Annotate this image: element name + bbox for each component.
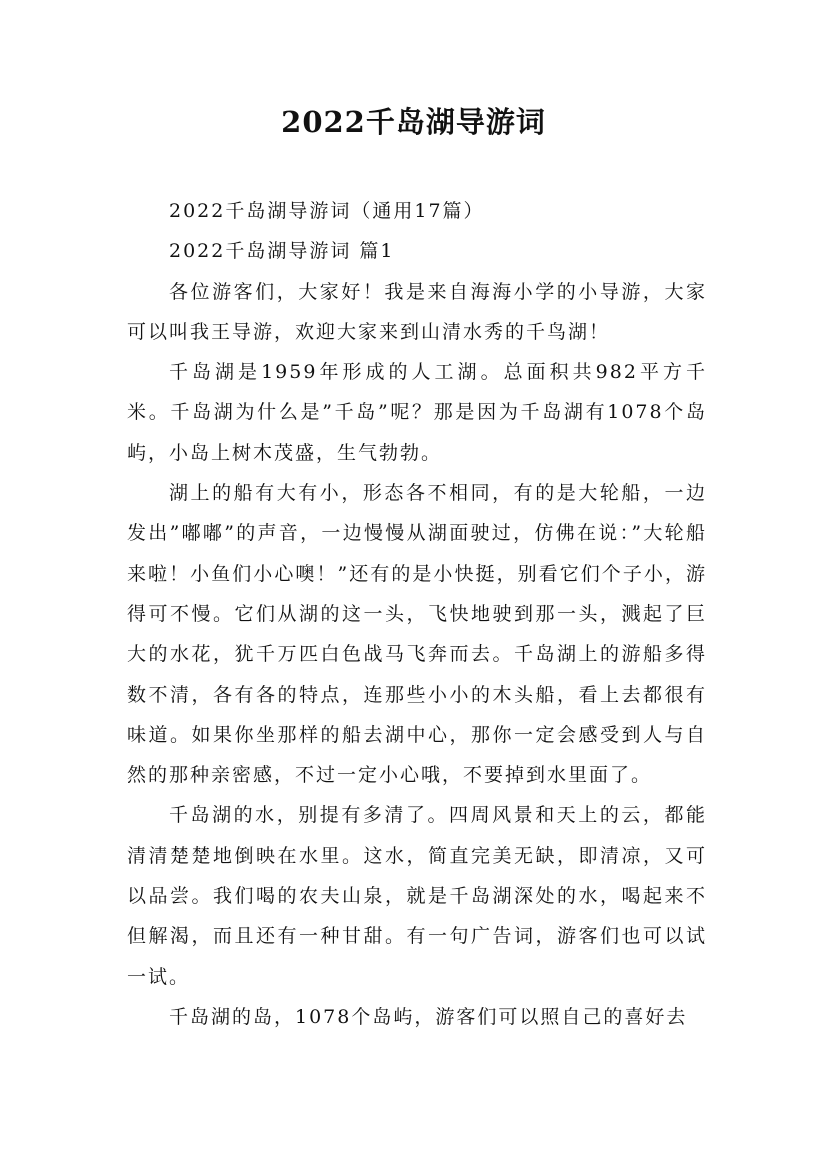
document-subtitle: 2022千岛湖导游词（通用17篇） [169,200,485,222]
document-title: 2022千岛湖导游词 [281,105,546,139]
paragraph: 千岛湖的水，别提有多清了。四周风景和天上的云，都能清清楚楚地倒映在水里。这水，简直完美无缺，即清凉，又可以品尝。我们喝的农夫山泉，就是千岛湖深处的水，喝起来不但解渴，而且还有一种甘甜。有一句广告词，游客们也可以试一试。 [127,804,707,988]
paragraph: 千岛湖是1959年形成的人工湖。总面积共982平方千米。千岛湖为什么是”千岛”呢？那是因为千岛湖有1078个岛屿，小岛上树木茂盛，生气勃勃。 [127,361,707,464]
document-body [127,191,707,1037]
section-heading: 2022千岛湖导游词 篇1 [169,240,395,263]
paragraph: 各位游客们，大家好！我是来自海海小学的小导游，大家可以叫我王导游，欢迎大家来到山清水秀的千鸟湖！ [127,280,707,343]
paragraph: 湖上的船有大有小，形态各不相同，有的是大轮船，一边发出”嘟嘟”的声音，一边慢慢从湖面驶过，仿佛在说：”大轮船来啦！小鱼们小心噢！”还有的是小快挺，别看它们个子小，游得可不慢。它们从湖的这一头，飞快地驶到那一头，溅起了巨大的水花，犹千万匹白色战马飞奔而去。千岛湖上的游船多得数不清，各有各的特点，连那些小小的木头船，看上去都很有味道。如果你坐那样的船去湖中心，那你一定会感受到人与自然的那种亲密感，不过一定小心哦，不要掉到水里面了。 [127,482,707,787]
paragraph: 千岛湖的岛，1078个岛屿，游客们可以照自己的喜好去 [169,1005,688,1028]
